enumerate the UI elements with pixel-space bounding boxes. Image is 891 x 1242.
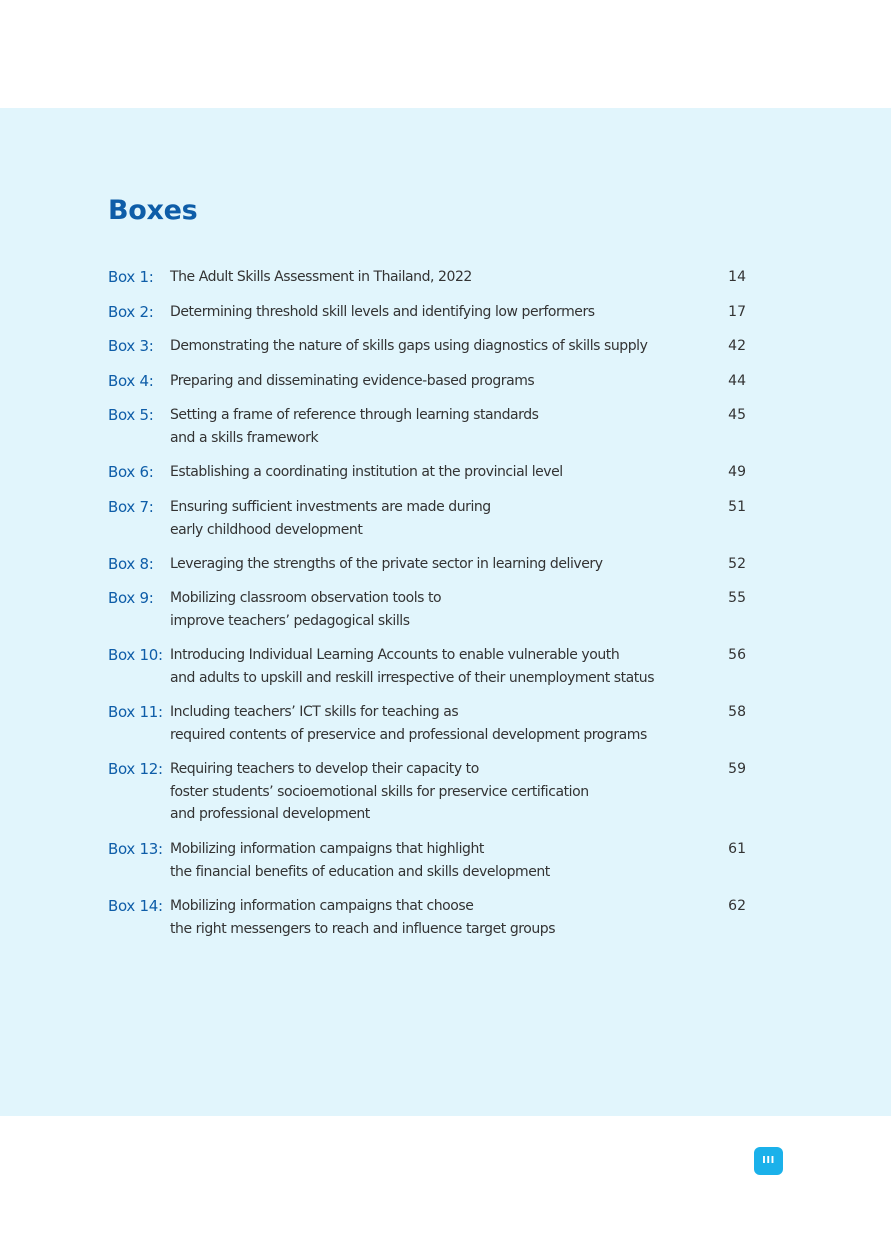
box-title	[170, 301, 690, 324]
box-label: Box 13:	[108, 840, 163, 858]
box-page-number: 58	[728, 704, 746, 720]
box-label: Box 12:	[108, 760, 163, 778]
page-number-badge: III	[754, 1147, 783, 1175]
box-title	[170, 461, 690, 484]
box-page-number: 56	[728, 647, 746, 663]
box-title-line: improve teachers’ pedagogical skills	[170, 612, 410, 629]
box-label: Box 2:	[108, 303, 154, 321]
box-title-line: Introducing Individual Learning Accounts to enable vulnerable youth	[170, 647, 620, 663]
box-title-line: and adults to upskill and reskill irrespective of their unemployment status	[170, 669, 655, 686]
box-title	[170, 496, 690, 541]
box-title-line: and professional development	[170, 806, 370, 822]
box-page-number: 49	[728, 464, 746, 480]
box-title-line: Requiring teachers to develop their capacity to	[170, 761, 479, 777]
box-title	[170, 553, 690, 576]
box-page-number: 44	[728, 373, 746, 389]
box-title-line: Leveraging the strengths of the private sector in learning delivery	[170, 556, 603, 572]
box-page-number: 51	[728, 499, 746, 515]
box-title	[170, 701, 690, 746]
box-label: Box 7:	[108, 498, 154, 516]
box-title	[170, 266, 690, 289]
box-title	[170, 404, 690, 449]
box-title-line: Preparing and disseminating evidence-based programs	[170, 373, 535, 389]
box-page-number: 62	[728, 898, 746, 914]
box-label: Box 3:	[108, 337, 154, 355]
box-title-line: required contents of preservice and professional development programs	[170, 726, 647, 743]
box-page-number: 59	[728, 761, 746, 777]
box-page-number: 52	[728, 556, 746, 572]
box-title-line: Determining threshold skill levels and identifying low performers	[170, 304, 595, 320]
box-title-line: and a skills framework	[170, 429, 319, 446]
box-title-line: Setting a frame of reference through learning standards	[170, 407, 539, 423]
box-page-number: 55	[728, 590, 746, 606]
box-label: Box 1:	[108, 268, 154, 286]
box-title-line: the financial benefits of education and skills development	[170, 863, 550, 880]
box-label: Box 14:	[108, 897, 163, 915]
box-title-line: Ensuring sufficient investments are made during	[170, 499, 491, 515]
box-label: Box 4:	[108, 372, 154, 390]
box-title	[170, 587, 690, 632]
box-title-line: Mobilizing information campaigns that highlight	[170, 841, 484, 857]
box-label: Box 11:	[108, 703, 163, 721]
box-title-line: foster students’ socioemotional skills for preservice certification	[170, 783, 589, 800]
box-title-line: Including teachers’ ICT skills for teaching as	[170, 704, 459, 720]
box-title	[170, 838, 690, 883]
box-label: Box 10:	[108, 646, 163, 664]
box-page-number: 45	[728, 407, 746, 423]
box-title-line: The Adult Skills Assessment in Thailand, 2022	[170, 269, 472, 285]
box-title	[170, 895, 690, 940]
box-title	[170, 758, 690, 826]
box-title	[170, 370, 690, 393]
box-page-number: 61	[728, 841, 746, 857]
box-page-number: 14	[728, 269, 746, 285]
box-label: Box 8:	[108, 555, 154, 573]
box-title-line: Establishing a coordinating institution at the provincial level	[170, 464, 563, 480]
box-label: Box 5:	[108, 406, 154, 424]
box-page-number: 17	[728, 304, 746, 320]
box-title-line: Mobilizing classroom observation tools to	[170, 590, 442, 606]
box-page-number: 42	[728, 338, 746, 354]
box-title-line: Demonstrating the nature of skills gaps using diagnostics of skills supply	[170, 338, 648, 354]
page-title: Boxes	[108, 195, 198, 226]
box-title-line: the right messengers to reach and influence target groups	[170, 920, 556, 937]
box-title-line: early childhood development	[170, 521, 363, 538]
box-title	[170, 335, 690, 358]
box-label: Box 6:	[108, 463, 154, 481]
box-title-line: Mobilizing information campaigns that choose	[170, 898, 474, 914]
box-title	[170, 644, 690, 689]
box-label: Box 9:	[108, 589, 154, 607]
